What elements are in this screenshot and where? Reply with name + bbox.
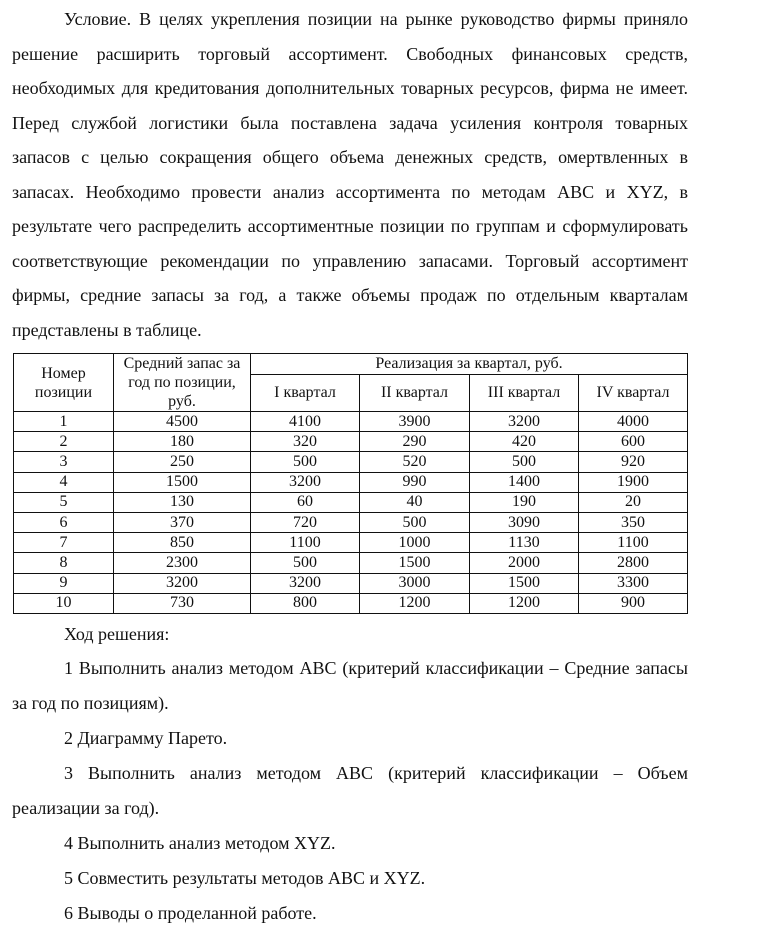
cell-q3: 3090 [470,512,579,532]
solution-step-6: 6 Выводы о проделанной работе. [64,903,317,923]
cell-position: 5 [14,492,114,512]
cell-q4: 1100 [579,533,688,553]
cell-avg-stock: 1500 [114,472,251,492]
cell-position: 1 [14,412,114,432]
cell-q1: 4100 [251,412,360,432]
cell-q2: 290 [360,432,470,452]
cell-position: 10 [14,593,114,613]
cell-avg-stock: 180 [114,432,251,452]
solution-step-5: 5 Совместить результаты методов ABC и XYZ. [64,868,426,888]
cell-q2: 3000 [360,573,470,593]
header-quarter-3: III квартал [470,375,579,412]
cell-q2: 1500 [360,553,470,573]
cell-avg-stock: 130 [114,492,251,512]
solution-step-1: 1 Выполнить анализ методом ABC (критерий классификации – Средние запасы за год по позициям). [12,658,688,713]
cell-q4: 4000 [579,412,688,432]
cell-position: 6 [14,512,114,532]
cell-q1: 1100 [251,533,360,553]
cell-q2: 1000 [360,533,470,553]
cell-q4: 1900 [579,472,688,492]
cell-q1: 3200 [251,472,360,492]
cell-q4: 350 [579,512,688,532]
table-row [14,412,688,432]
cell-position: 2 [14,432,114,452]
header-position-number: Номер позиции [14,354,114,412]
cell-avg-stock: 4500 [114,412,251,432]
cell-q2: 990 [360,472,470,492]
cell-q4: 20 [579,492,688,512]
table-row [14,472,688,492]
header-quarterly-sales: Реализация за квартал, руб. [251,354,688,375]
cell-q1: 500 [251,553,360,573]
header-average-stock: Средний запас за год по позиции, руб. [114,354,251,412]
cell-q3: 1500 [470,573,579,593]
cell-q3: 1400 [470,472,579,492]
table-row [14,452,688,472]
cell-position: 7 [14,533,114,553]
cell-q4: 2800 [579,553,688,573]
cell-q2: 520 [360,452,470,472]
cell-position: 4 [14,472,114,492]
cell-avg-stock: 250 [114,452,251,472]
cell-q3: 1200 [470,593,579,613]
cell-q3: 190 [470,492,579,512]
cell-q4: 920 [579,452,688,472]
solution-step-3: 3 Выполнить анализ методом ABC (критерий классификации – Объем реализации за год). [12,763,688,818]
cell-q4: 900 [579,593,688,613]
assortment-table [13,353,688,614]
solution-heading: Ход решения: [64,624,170,644]
cell-avg-stock: 2300 [114,553,251,573]
cell-q1: 3200 [251,573,360,593]
cell-q3: 3200 [470,412,579,432]
table-row [14,492,688,512]
cell-q3: 420 [470,432,579,452]
header-quarter-4: IV квартал [579,375,688,412]
cell-q1: 60 [251,492,360,512]
cell-q4: 600 [579,432,688,452]
cell-position: 8 [14,553,114,573]
cell-q2: 40 [360,492,470,512]
problem-statement: Условие. В целях укрепления позиции на рынке руководство фирмы приняло решение расширить торговый ассортимент. Свободных финансовых средств, необходимых для кредитования дополнительных товарных ресурсов, фирма не имеет. Перед службой логистики была поставлена задача усиления контроля товарных запасов с целью сокращения общего объема денежных средств, омертвленных в запасах. Необходимо провести анализ ассортимента по методам ABC и XYZ, в результате чего распределить ассортиментные позиции по группам и сформулировать соответствующие рекомендации по управлению запасами. Торговый ассортимент фирмы, средние запасы за год, а также объемы продаж по отдельным кварталам представлены в таблице. [12,9,688,340]
cell-q2: 1200 [360,593,470,613]
cell-position: 9 [14,573,114,593]
table-row [14,553,688,573]
cell-position: 3 [14,452,114,472]
table-row [14,593,688,613]
header-quarter-1: I квартал [251,375,360,412]
cell-q1: 800 [251,593,360,613]
solution-step-4: 4 Выполнить анализ методом XYZ. [64,833,336,853]
table-row [14,432,688,452]
cell-q1: 320 [251,432,360,452]
cell-q2: 3900 [360,412,470,432]
cell-q1: 500 [251,452,360,472]
header-quarter-2: II квартал [360,375,470,412]
cell-avg-stock: 850 [114,533,251,553]
cell-q3: 1130 [470,533,579,553]
cell-q3: 2000 [470,553,579,573]
table-row [14,533,688,553]
table-row [14,512,688,532]
table-row [14,573,688,593]
cell-q4: 3300 [579,573,688,593]
table-body [14,412,688,614]
cell-q1: 720 [251,512,360,532]
solution-step-2: 2 Диаграмму Парето. [64,728,228,748]
cell-avg-stock: 370 [114,512,251,532]
cell-avg-stock: 730 [114,593,251,613]
cell-q3: 500 [470,452,579,472]
cell-q2: 500 [360,512,470,532]
cell-avg-stock: 3200 [114,573,251,593]
